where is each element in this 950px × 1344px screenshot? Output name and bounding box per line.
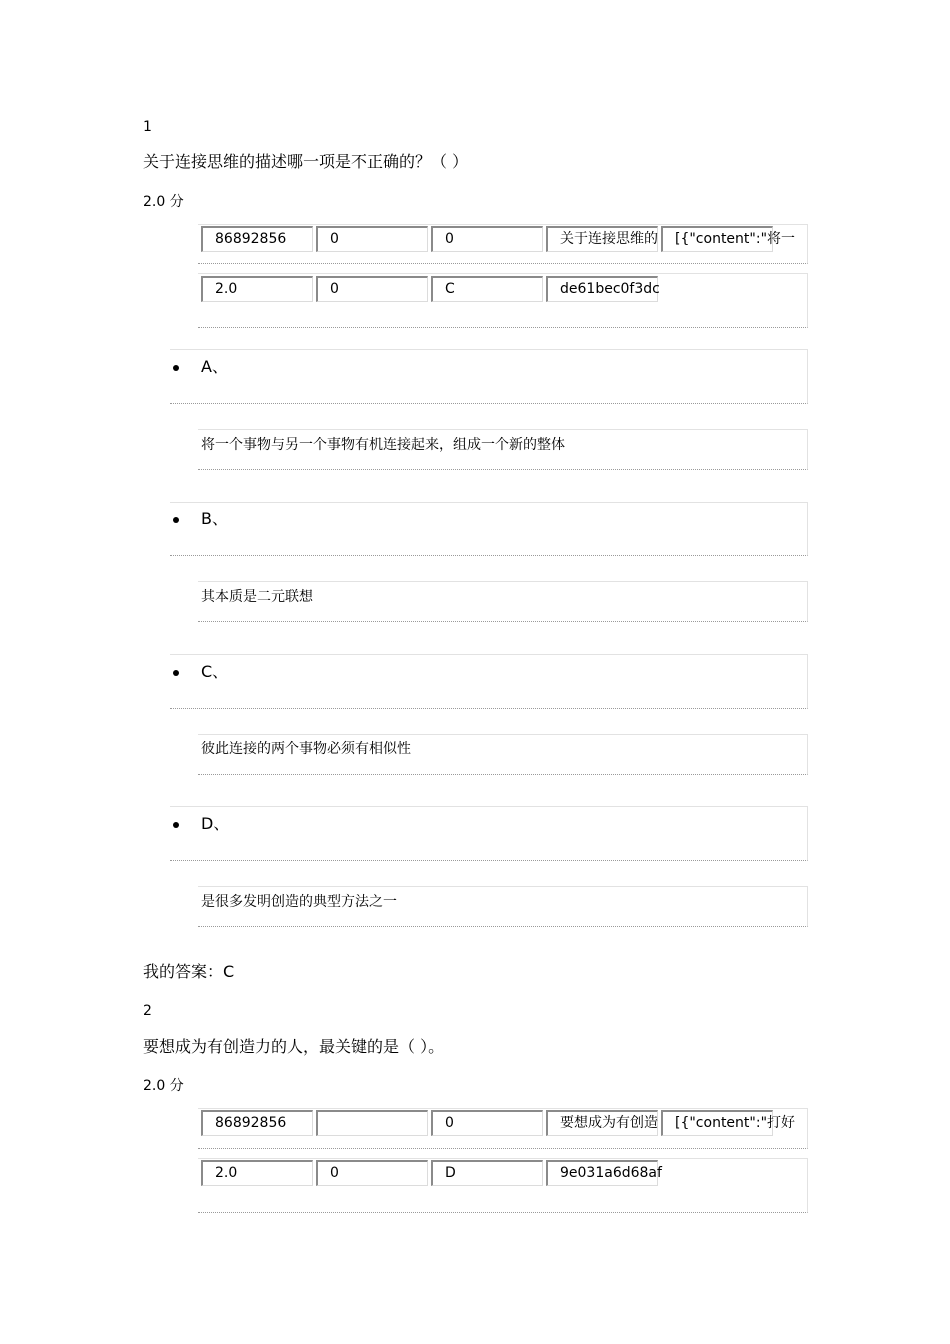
field-question-text[interactable]: 要想成为有创造 — [546, 1110, 658, 1136]
field-value[interactable]: 0 — [316, 226, 428, 252]
my-answer: 我的答案：C — [143, 962, 235, 981]
field-score[interactable]: 2.0 — [201, 276, 313, 302]
field-question-id[interactable]: 86892856 — [201, 226, 313, 252]
option-c-label: C、 — [201, 662, 229, 681]
option-a-text: 将一个事物与另一个事物有机连接起来，组成一个新的整体 — [201, 437, 565, 453]
bullet-icon — [173, 670, 179, 676]
option-d-text: 是很多发明创造的典型方法之一 — [201, 894, 397, 910]
option-b-text: 其本质是二元联想 — [201, 589, 313, 605]
field-value[interactable]: 0 — [431, 226, 543, 252]
option-b-row[interactable] — [170, 502, 808, 556]
option-a-label: A、 — [201, 357, 228, 376]
field-question-id[interactable]: 86892856 — [201, 1110, 313, 1136]
field-value[interactable]: 0 — [316, 1160, 428, 1186]
field-hash[interactable]: de61bec0f3dc — [546, 276, 658, 302]
field-answer[interactable]: C — [431, 276, 543, 302]
field-hash[interactable]: 9e031a6d68af — [546, 1160, 658, 1186]
option-a-row[interactable] — [170, 349, 808, 404]
option-d-label: D、 — [201, 814, 230, 833]
question-number: 1 — [143, 119, 152, 135]
question-score: 2.0 分 — [143, 1078, 184, 1094]
question-text: 关于连接思维的描述哪一项是不正确的？（ ） — [143, 152, 469, 171]
field-options-json[interactable]: [{"content":"打好 — [661, 1110, 773, 1136]
field-value[interactable]: 0 — [431, 1110, 543, 1136]
field-value[interactable] — [316, 1110, 428, 1136]
bullet-icon — [173, 365, 179, 371]
field-value[interactable]: 0 — [316, 276, 428, 302]
question-score: 2.0 分 — [143, 194, 184, 210]
question-number: 2 — [143, 1003, 152, 1019]
option-b-label: B、 — [201, 509, 228, 528]
option-c-text: 彼此连接的两个事物必须有相似性 — [201, 741, 411, 757]
field-options-json[interactable]: [{"content":"将一 — [661, 226, 773, 252]
field-score[interactable]: 2.0 — [201, 1160, 313, 1186]
field-question-text[interactable]: 关于连接思维的 — [546, 226, 658, 252]
bullet-icon — [173, 822, 179, 828]
question-text: 要想成为有创造力的人，最关键的是（ ）。 — [143, 1037, 445, 1056]
option-d-row[interactable] — [170, 806, 808, 861]
field-answer[interactable]: D — [431, 1160, 543, 1186]
option-c-row[interactable] — [170, 654, 808, 709]
bullet-icon — [173, 517, 179, 523]
